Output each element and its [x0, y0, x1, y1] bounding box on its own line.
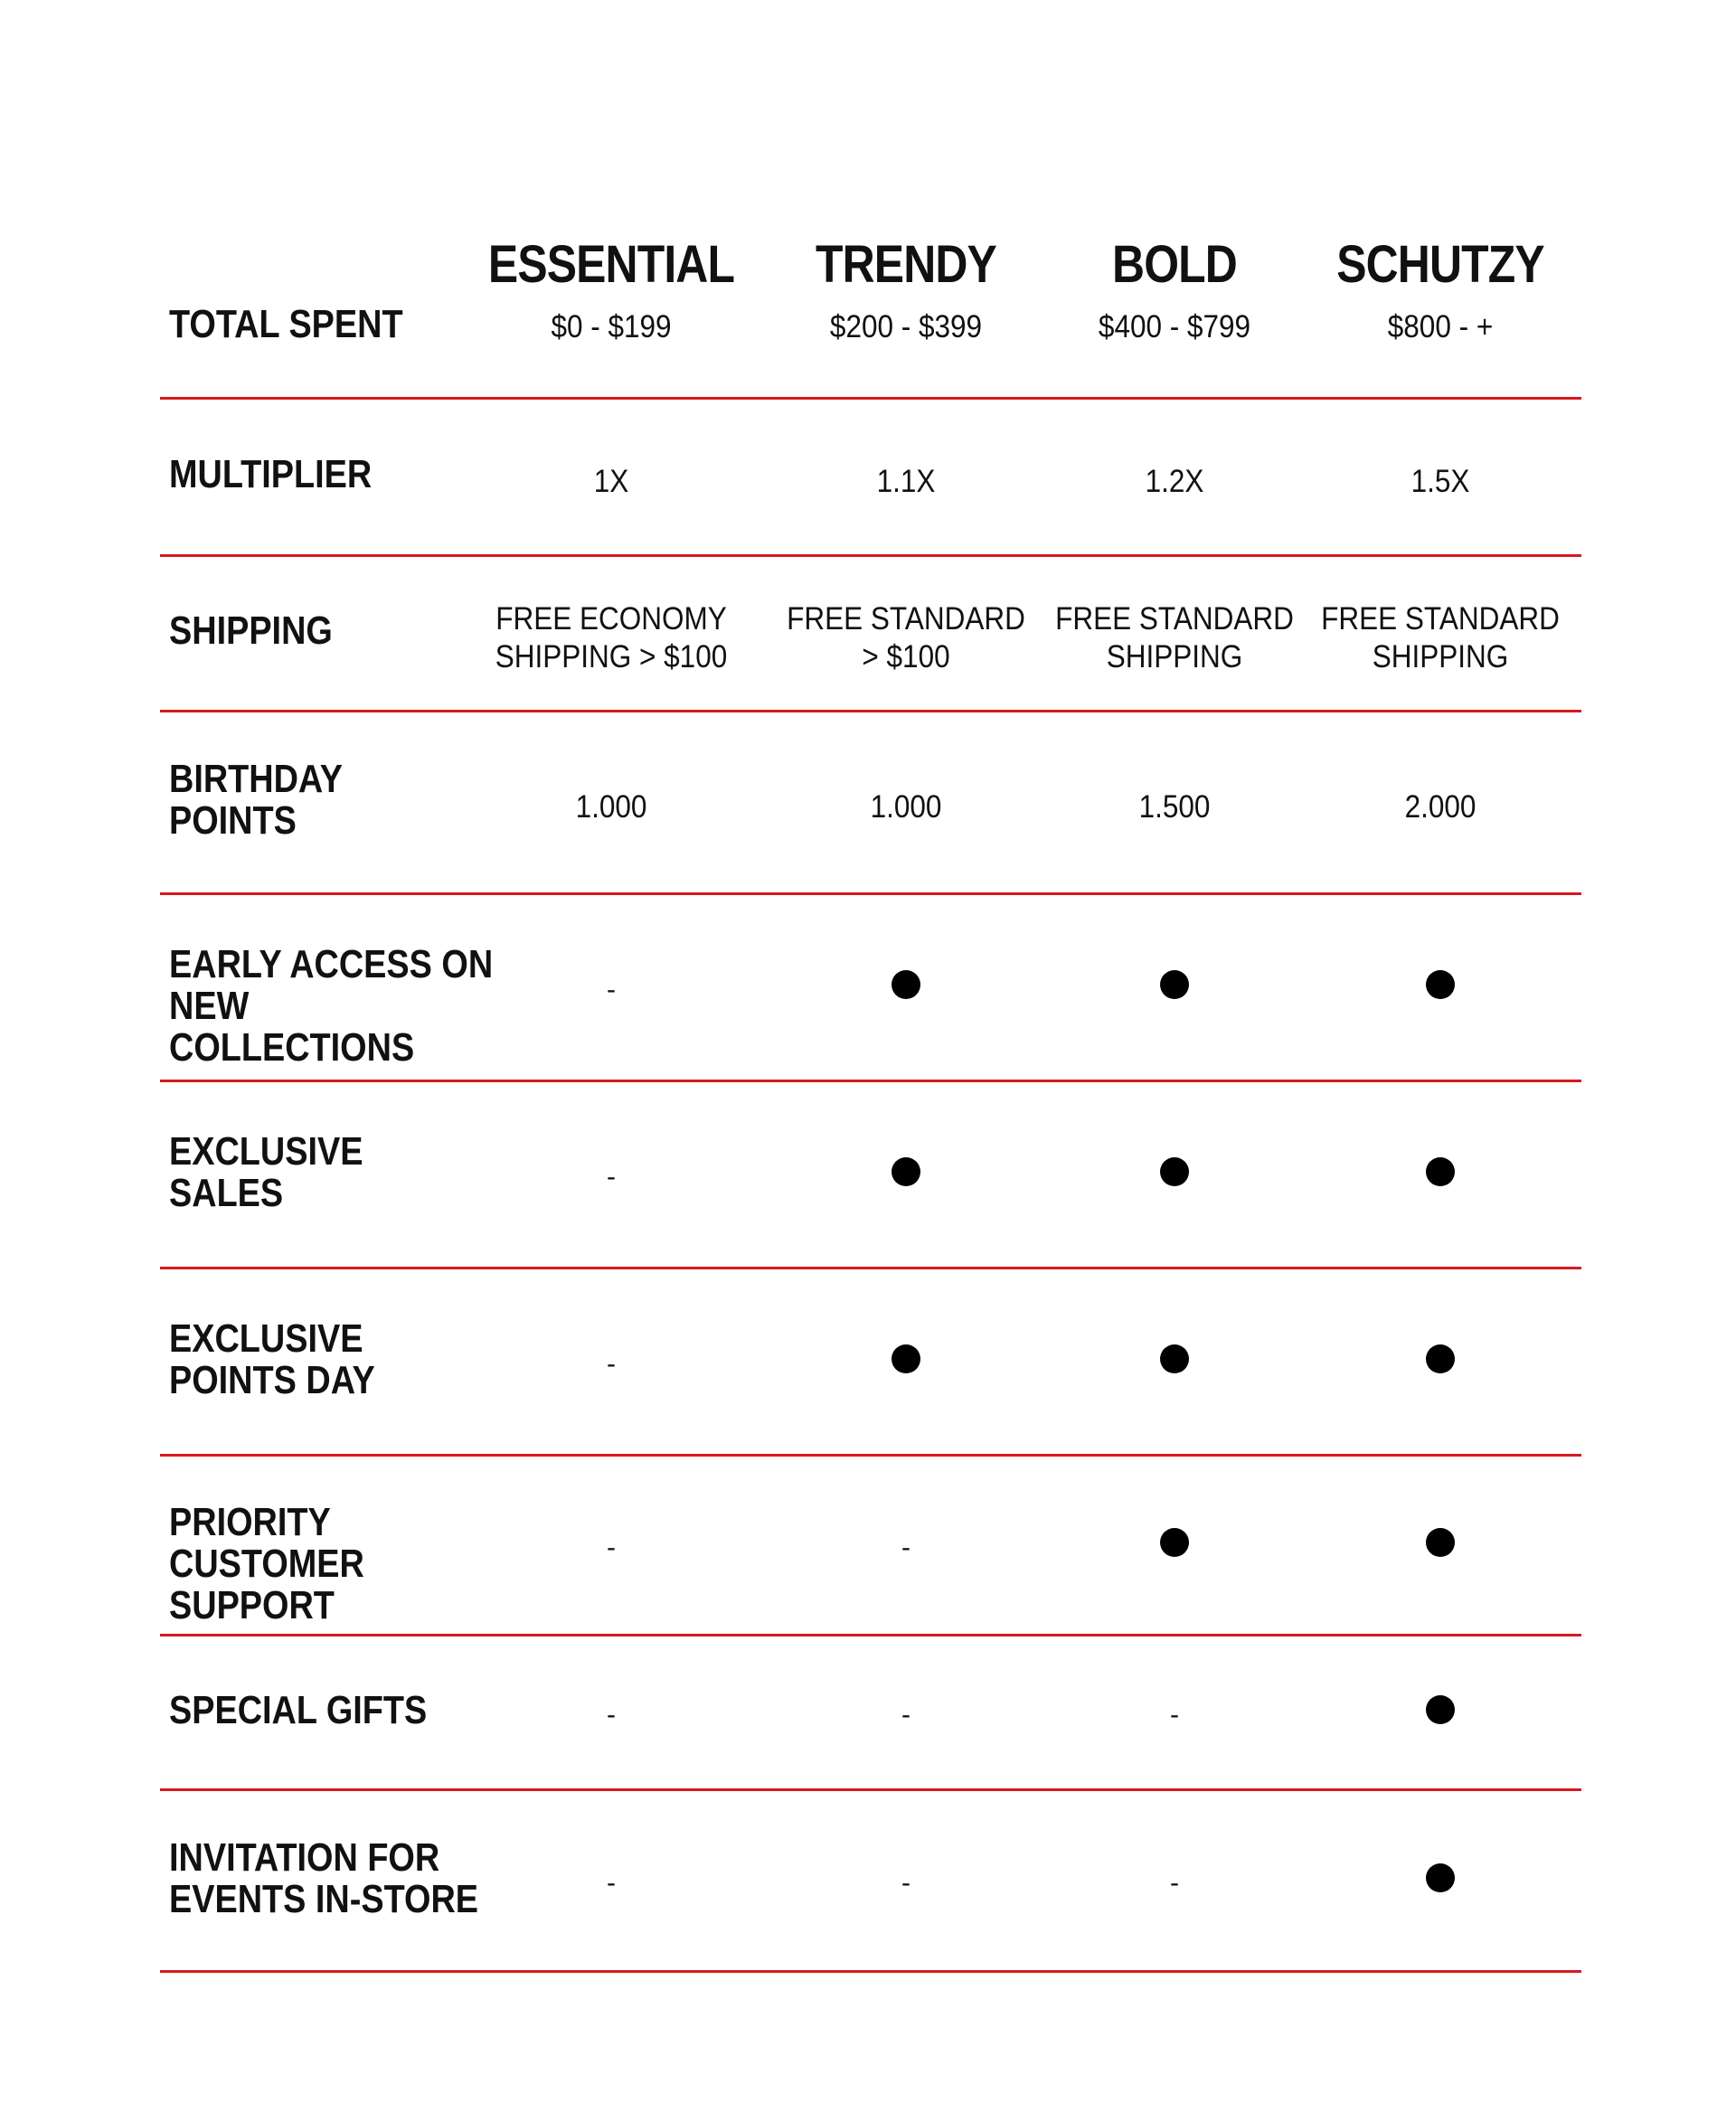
cell-birthday-points-bold: 1.500	[1138, 789, 1211, 825]
cell-multiplier-trendy: 1.1X	[876, 464, 936, 499]
row-label-shipping: SHIPPING	[169, 608, 333, 653]
included-dot-icon	[1160, 970, 1189, 999]
not-included-dash: -	[607, 1867, 616, 1898]
row-divider	[160, 1267, 1581, 1269]
row-divider	[160, 1634, 1581, 1636]
row-label-birthday-points: BIRTHDAY POINTS	[169, 757, 344, 843]
included-dot-icon	[1426, 1344, 1455, 1373]
tier-range-schutzy: $800 - +	[1387, 309, 1494, 344]
cell-birthday-points-trendy: 1.000	[870, 789, 942, 825]
not-included-dash: -	[1170, 1867, 1179, 1898]
cell-shipping-essential: FREE ECONOMY SHIPPING > $100	[495, 601, 728, 674]
tier-range-bold: $400 - $799	[1098, 309, 1251, 344]
tier-name-essential: ESSENTIAL	[487, 235, 735, 294]
row-divider	[160, 892, 1581, 895]
cell-shipping-schutzy: FREE STANDARD SHIPPING	[1321, 601, 1560, 674]
not-included-dash: -	[607, 1532, 616, 1562]
row-divider	[160, 554, 1581, 557]
row-divider	[160, 1454, 1581, 1457]
tier-name-bold: BOLD	[1112, 235, 1237, 294]
cell-birthday-points-essential: 1.000	[575, 789, 647, 825]
included-dot-icon	[892, 1344, 920, 1373]
not-included-dash: -	[901, 1532, 910, 1562]
included-dot-icon	[892, 1157, 920, 1186]
row-label-special-gifts: SPECIAL GIFTS	[169, 1687, 428, 1732]
included-dot-icon	[1160, 1157, 1189, 1186]
included-dot-icon	[1426, 1157, 1455, 1186]
row-divider	[160, 710, 1581, 712]
row-divider	[160, 1788, 1581, 1791]
not-included-dash: -	[607, 974, 616, 1004]
cell-multiplier-essential: 1X	[593, 464, 629, 499]
included-dot-icon	[1160, 1528, 1189, 1557]
not-included-dash: -	[607, 1699, 616, 1730]
included-dot-icon	[892, 970, 920, 999]
row-divider	[160, 1970, 1581, 1973]
tier-range-essential: $0 - $199	[551, 309, 672, 344]
included-dot-icon	[1426, 1863, 1455, 1892]
not-included-dash: -	[607, 1161, 616, 1192]
not-included-dash: -	[901, 1699, 910, 1730]
row-label-priority-customer-support: PRIORITY CUSTOMER SUPPORT	[169, 1499, 364, 1627]
row-label-exclusive-sales: EXCLUSIVE SALES	[169, 1128, 363, 1215]
not-included-dash: -	[901, 1867, 910, 1898]
tier-name-schutzy: SCHUTZY	[1336, 235, 1544, 294]
row-divider	[160, 1080, 1581, 1082]
included-dot-icon	[1426, 970, 1455, 999]
cell-multiplier-bold: 1.2X	[1145, 464, 1204, 499]
not-included-dash: -	[1170, 1699, 1179, 1730]
row-label-invitation-for-events-in-store: INVITATION FOR EVENTS IN-STORE	[169, 1834, 479, 1921]
included-dot-icon	[1160, 1344, 1189, 1373]
tier-range-trendy: $200 - $399	[829, 309, 983, 344]
cell-multiplier-schutzy: 1.5X	[1410, 464, 1470, 499]
cell-birthday-points-schutzy: 2.000	[1404, 789, 1477, 825]
row-label-exclusive-points-day: EXCLUSIVE POINTS DAY	[169, 1316, 375, 1402]
row-label-multiplier: MULTIPLIER	[169, 452, 373, 496]
row-label-total-spent: TOTAL SPENT	[169, 302, 403, 346]
included-dot-icon	[1426, 1695, 1455, 1724]
cell-shipping-trendy: FREE STANDARD > $100	[787, 601, 1025, 674]
not-included-dash: -	[607, 1348, 616, 1379]
row-label-early-access-on-new-collections: EARLY ACCESS ON NEW COLLECTIONS	[169, 941, 494, 1070]
row-divider	[160, 397, 1581, 400]
cell-shipping-bold: FREE STANDARD SHIPPING	[1055, 601, 1294, 674]
included-dot-icon	[1426, 1528, 1455, 1557]
tier-name-trendy: TRENDY	[816, 235, 996, 294]
